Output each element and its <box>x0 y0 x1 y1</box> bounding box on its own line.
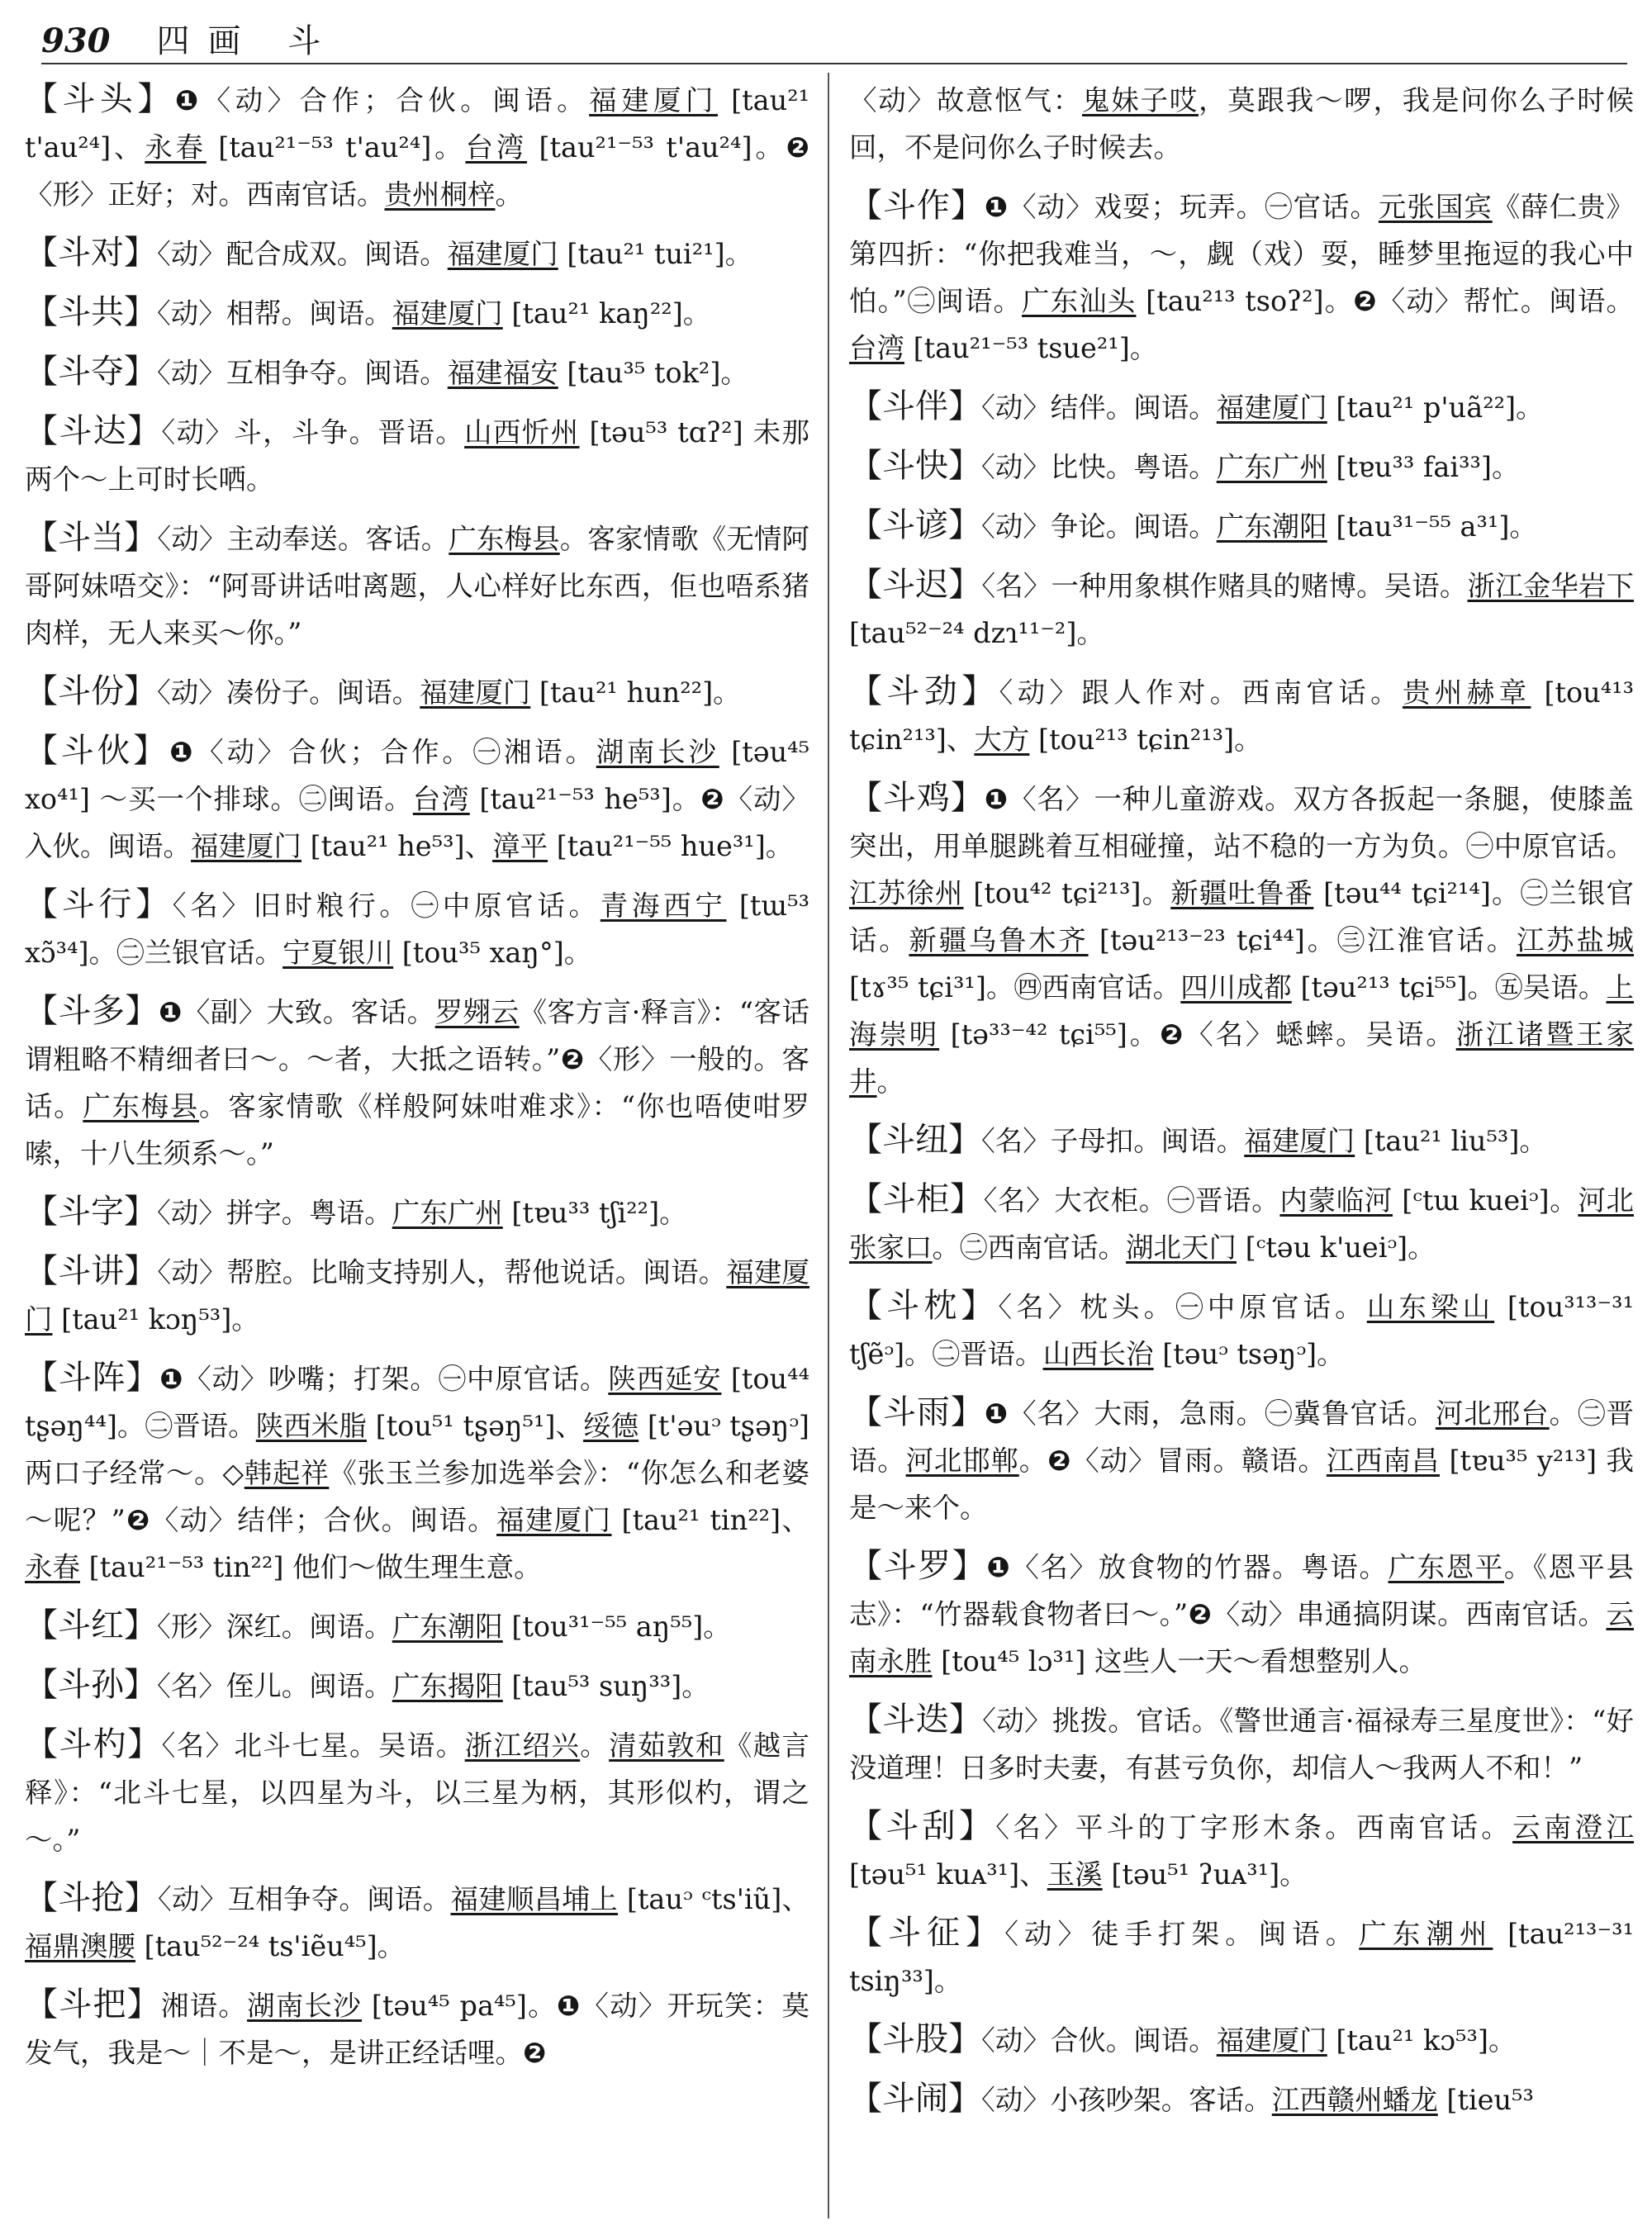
entry-text: [tou³¹³⁻³¹ tʃẽᵓ]。㊁晋语。 <box>849 1291 1635 1370</box>
entry-text: 〈动〉戏耍；玩弄。㊀官话。 <box>1009 191 1379 223</box>
sense-number: ❶ <box>169 736 197 768</box>
dictionary-entry <box>849 775 1634 1105</box>
entry-text: 〈形〉正好；对。西南官话。 <box>25 178 385 211</box>
entry-text: 〈动〉争论。闽语。 <box>981 510 1217 543</box>
entry-headword: 【斗迟】 <box>849 566 982 604</box>
dictionary-entry <box>25 515 809 657</box>
sense-number: ❷ <box>1353 285 1378 317</box>
dictionary-entry <box>25 1875 809 1970</box>
entry-text: 〈动〉入伙。闽语。 <box>25 783 810 862</box>
entry-text: 〈动〉比快。粤语。 <box>981 451 1217 483</box>
place-name: 罗翙云 <box>434 996 520 1028</box>
dictionary-entry <box>849 1176 1634 1271</box>
entry-headword: 【斗行】 <box>25 885 173 923</box>
place-name: 福鼎澳腰 <box>25 1930 135 1962</box>
entry-text: [təu⁵¹ ʔuᴀ³¹]。 <box>1102 1858 1308 1891</box>
place-name: 青海西宁 <box>600 890 727 922</box>
entry-text: [tau²¹⁻⁵³ tsue²¹]。 <box>904 332 1158 364</box>
entry-text: 〈动〉挑拨。官话。《警世通言·福禄寿三星度世》：“好没道理！日多时夫妻，有甚亏负你，却信人～我两人不和！” <box>849 1705 1634 1784</box>
entry-headword: 【斗杓】 <box>25 1725 162 1763</box>
entry-headword: 【斗快】 <box>849 447 981 485</box>
entry-text: 。 <box>876 1065 904 1098</box>
entry-text: 〈动〉跟人作对。西南官话。 <box>999 676 1403 709</box>
entry-headword: 【斗份】 <box>25 672 157 710</box>
place-name: 广东潮阳 <box>1216 510 1327 543</box>
entry-headword: 【斗当】 <box>25 519 158 557</box>
place-name: 漳平 <box>492 830 548 862</box>
entry-headword: 【斗柜】 <box>849 1180 984 1218</box>
entry-text: 《张玉兰参加选举会》：“你怎么和老婆～呢？” <box>25 1457 809 1536</box>
entry-text: [tau²¹ kaŋ²²]。 <box>502 297 711 330</box>
entry-text: 〈名〉一种用象棋作赌具的赌博。吴语。 <box>981 570 1468 602</box>
place-name: 新疆吐鲁番 <box>1170 877 1314 909</box>
entry-text: [tau²¹ p'uã²²]。 <box>1327 391 1544 424</box>
entry-headword: 【斗罗】 <box>849 1547 987 1585</box>
place-name: 浙江绍兴 <box>464 1729 581 1762</box>
place-name: 山西长治 <box>1042 1338 1154 1370</box>
sense-number: ❷ <box>1160 1018 1186 1051</box>
entry-headword: 【斗孙】 <box>25 1666 157 1704</box>
dictionary-entry <box>849 76 1634 171</box>
dictionary-entry <box>849 443 1634 491</box>
place-name: 福建厦门 <box>447 238 558 270</box>
entry-headword: 【斗闹】 <box>849 2080 981 2118</box>
entry-text: 〈动〉凑份子。闽语。 <box>157 676 420 709</box>
place-name: 福建厦门 <box>1216 391 1327 424</box>
place-name: 福建厦门 <box>191 830 301 862</box>
entry-text: [tau²¹ he⁵³]、 <box>301 830 493 862</box>
place-name: 广东潮州 <box>1359 1918 1493 1950</box>
entry-text: [tou⁴⁴ tʂəŋ⁴⁴]。㊁晋语。 <box>25 1363 809 1442</box>
entry-headword: 【斗共】 <box>25 293 157 331</box>
place-name: 台湾 <box>465 131 528 164</box>
place-name: 台湾 <box>849 332 904 364</box>
dictionary-entry <box>25 289 809 337</box>
entry-text: 〈动〉吵嘴；打架。㊀中原官话。 <box>183 1363 609 1395</box>
entry-text: 〈动〉互相争夺。闽语。 <box>158 1883 451 1915</box>
dictionary-entry <box>25 1355 809 1591</box>
place-name: 永春 <box>145 131 206 164</box>
entry-text: 〈名〉放食物的竹器。粤语。 <box>1011 1551 1389 1583</box>
place-name: 陕西延安 <box>608 1363 722 1395</box>
sense-number: ❶ <box>984 783 1009 815</box>
entry-text: 。 <box>580 1729 610 1762</box>
entry-headword: 【斗劲】 <box>849 672 999 710</box>
entry-text: 〈动〉斗，斗争。晋语。 <box>161 416 465 448</box>
sense-number: ❷ <box>1188 1598 1213 1630</box>
sense-number: ❶ <box>984 191 1009 223</box>
entry-text: [tau⁵²⁻²⁴ dzɿ¹¹⁻²]。 <box>849 617 1104 649</box>
sense-number: ❷ <box>125 1504 151 1536</box>
entry-text: 。《恩平县志》：“竹器载食物者曰～。” <box>849 1551 1635 1630</box>
entry-text: 湘语。 <box>160 1990 248 2022</box>
sense-number: ❶ <box>158 996 183 1028</box>
entry-text: 〈形〉一般的。客话。 <box>25 1043 809 1122</box>
entry-text: 〈动〉小孩吵架。客话。 <box>981 2084 1272 2116</box>
entry-text: 《客方言·释言》：“客话谓粗略不精细者曰～。～者，大抵之语转。” <box>25 996 810 1075</box>
place-name: 贵州赫章 <box>1402 676 1531 709</box>
entry-text: [tou³¹⁻⁵⁵ aŋ⁵⁵]。 <box>502 1611 731 1643</box>
entry-headword: 【斗雨】 <box>849 1393 985 1431</box>
entry-text: [tau²¹⁻⁵³ t'au²⁴]。 <box>206 131 466 164</box>
entry-text: 。㊁西南官话。 <box>932 1231 1126 1264</box>
dictionary-entry <box>849 668 1634 763</box>
entry-headword: 【斗股】 <box>849 2020 981 2058</box>
entry-text: [ᶜtɯ kueiᵓ]。 <box>1393 1184 1578 1217</box>
place-name: 江西南昌 <box>1326 1445 1440 1477</box>
header-rule <box>41 63 1627 64</box>
entry-text: 。 <box>1018 1445 1048 1477</box>
entry-text: [təu⁴⁵ pa⁴⁵]。 <box>362 1990 557 2022</box>
dictionary-entry <box>25 1981 809 2076</box>
place-name: 上海崇明 <box>849 971 1634 1051</box>
sense-number: ❷ <box>560 1043 585 1075</box>
entry-headword: 【斗达】 <box>25 412 162 450</box>
place-name: 元张国宾 <box>1378 191 1493 223</box>
entry-text: 〈名〉枕头。㊀中原官话。 <box>998 1291 1367 1323</box>
place-name: 宁夏银川 <box>282 937 394 969</box>
entry-text: 〈动〉结伴；合伙。闽语。 <box>150 1504 497 1536</box>
place-name: 永春 <box>25 1551 80 1583</box>
place-name: 广东梅县 <box>449 523 560 555</box>
entry-text: 〈名〉北斗七星。吴语。 <box>161 1729 465 1762</box>
entry-headword: 【斗征】 <box>849 1914 1005 1952</box>
entry-text: [təuᵓ tsəŋᵓ]。 <box>1153 1338 1345 1370</box>
entry-text: [tau²¹ t'au²⁴]、 <box>25 84 810 164</box>
entry-text: 〈动〉主动奉送。客话。 <box>157 523 449 555</box>
entry-text: 〈动〉徒手打架。闽语。 <box>1004 1918 1360 1950</box>
dictionary-entry <box>25 1248 809 1343</box>
entry-text: [tɐu³⁵ y²¹³] 我是～来个。 <box>849 1445 1635 1524</box>
dictionary-entry <box>849 1910 1634 2005</box>
sense-number: ❶ <box>556 1990 582 2022</box>
entry-text: [tau²¹³ tsoʔ²]。 <box>1136 285 1354 317</box>
dictionary-entry <box>25 1189 809 1236</box>
entry-text: [tə³³⁻⁴² tɕi⁵⁵]。 <box>939 1018 1161 1051</box>
entry-text: [tau²¹³⁻³¹ tsiŋ³³]。 <box>849 1918 1635 1997</box>
entry-headword: 【斗伴】 <box>849 387 981 425</box>
place-name: 广东揭阳 <box>392 1670 503 1702</box>
place-name: 陕西米脂 <box>255 1410 367 1442</box>
sense-number: ❶ <box>986 1551 1012 1583</box>
dictionary-entry <box>25 1602 809 1650</box>
dictionary-entry <box>849 1543 1634 1685</box>
entry-text: [təu⁴⁵ xo⁴¹] ～买一个排球。㊁闽语。 <box>25 736 810 815</box>
dictionary-entry <box>849 2076 1634 2123</box>
place-name: 福建厦门 <box>1244 1125 1355 1157</box>
place-name: 大方 <box>974 724 1030 756</box>
entry-text: 〈动〉合伙；合作。㊀湘语。 <box>196 736 596 768</box>
entry-text: [tau⁵³ suŋ³³]。 <box>502 1670 710 1702</box>
entry-text: [ᶜtəu k'ueiᵓ]。 <box>1237 1231 1436 1264</box>
entry-text: [tou²¹³ tɕin²¹³]。 <box>1029 724 1262 756</box>
place-name: 云南永胜 <box>849 1598 1634 1677</box>
entry-text: [tau²¹⁻⁵³ tin²²] 他们～做生理生意。 <box>80 1551 542 1583</box>
entry-text: 〈动〉配合成双。闽语。 <box>157 238 448 270</box>
entry-text: 〈动〉拼字。粤语。 <box>157 1197 392 1229</box>
place-name: 广东恩平 <box>1388 1551 1504 1583</box>
entry-text: 〈动〉合伙。闽语。 <box>981 2024 1217 2057</box>
entry-text: 〈动〉帮忙。闽语。 <box>1377 285 1634 317</box>
entry-headword: 【斗谚】 <box>849 506 981 544</box>
dictionary-entry <box>25 76 809 218</box>
place-name: 福建厦门 <box>1216 2024 1327 2057</box>
dictionary-entry <box>25 230 809 278</box>
entry-text: 《越言释》：“北斗七星，以四星为斗，以三星为柄，其形似杓，谓之～。” <box>25 1729 810 1856</box>
page-number: 930 <box>41 21 111 60</box>
entry-text: [tau³⁵ tok²]。 <box>558 357 748 389</box>
entry-text: [tou⁴¹³ tɕin²¹³]、 <box>849 676 1635 756</box>
entry-headword: 【斗鸡】 <box>849 779 985 817</box>
entry-text: 。 <box>495 178 523 211</box>
entry-text: 〈名〉大衣柜。㊀晋语。 <box>983 1184 1280 1217</box>
right-column <box>849 76 1634 2135</box>
entry-headword: 【斗纽】 <box>849 1121 981 1159</box>
entry-text: 。客家情歌《无情阿哥阿妹唔交》：“阿哥讲话咁离题，人心样好比东西，佢也唔系猪肉样，无人来买～你。” <box>25 523 810 649</box>
page-header <box>41 15 339 64</box>
place-name: 韩起祥 <box>244 1457 330 1489</box>
entry-headword: 【斗字】 <box>25 1193 157 1231</box>
dictionary-entry <box>849 1117 1634 1165</box>
sense-number: ❶ <box>984 1397 1009 1430</box>
entry-text: ，莫跟我～啰，我是问你么子时候回，不是问你么子时候去。 <box>849 84 1634 164</box>
entry-text: [tou⁴² tɕi²¹³]。 <box>963 877 1171 909</box>
dictionary-entry <box>849 502 1634 550</box>
entry-text: 〈动〉帮腔。比喻支持别人，帮他说话。闽语。 <box>157 1256 727 1288</box>
entry-headword: 【斗讲】 <box>25 1252 158 1290</box>
sense-number: ❷ <box>523 2037 547 2069</box>
column-divider <box>828 73 829 2218</box>
entry-text: [tieu⁵³ <box>1437 2084 1534 2116</box>
place-name: 江苏徐州 <box>849 877 964 909</box>
entry-text: [tauᵓ ᶜts'iũ]、 <box>617 1883 810 1915</box>
entry-text: 〈名〉一种儿童游戏。双方各扳起一条腿，使膝盖突出，用单腿跳着互相碰撞，站不稳的一方为负。㊀中原官话。 <box>849 783 1634 862</box>
entry-headword: 【斗抢】 <box>25 1879 158 1917</box>
entry-text: [tau³¹⁻⁵⁵ a³¹]。 <box>1327 510 1537 543</box>
sense-number: ❷ <box>786 131 810 164</box>
dictionary-entry <box>25 728 809 870</box>
entry-text: [təu⁵¹ kuᴀ³¹]、 <box>849 1858 1047 1891</box>
place-name: 福建厦门 <box>392 297 503 330</box>
entry-text: [tau²¹ hun²²]。 <box>530 676 741 709</box>
entry-headword: 【斗作】 <box>849 187 985 225</box>
dictionary-entry <box>849 383 1634 431</box>
entry-text: 〈名〉蟋蟀。吴语。 <box>1185 1018 1456 1051</box>
entry-text: 〈名〉大雨，急雨。㊀冀鲁官话。 <box>1009 1397 1436 1430</box>
place-name: 台湾 <box>412 783 470 815</box>
dictionary-entry <box>25 988 809 1177</box>
place-name: 河北邯郸 <box>905 1445 1019 1477</box>
entry-text: 〈副〉大致。客话。 <box>182 996 435 1028</box>
entry-text: [tau⁵²⁻²⁴ ts'iẽu⁴⁵]。 <box>135 1930 406 1962</box>
entry-headword: 【斗把】 <box>25 1986 161 2024</box>
entry-text: [təu⁴⁴ tɕi²¹⁴]。㊁兰银官话。 <box>849 877 1635 956</box>
dictionary-entry <box>25 1662 809 1710</box>
entry-text: [təu²¹³⁻²³ tɕi⁴⁴]。㊂江淮官话。 <box>1088 924 1517 956</box>
entry-text: 〈名〉子母扣。闽语。 <box>981 1125 1245 1157</box>
entry-text: [tau²¹ kɔ⁵³]。 <box>1327 2024 1517 2057</box>
place-name: 福建厦门 <box>496 1504 612 1536</box>
place-name: 福建顺昌埔上 <box>450 1883 618 1915</box>
place-name: 云南澄江 <box>1512 1811 1635 1843</box>
entry-text: [tau²¹ liu⁵³]。 <box>1355 1125 1547 1157</box>
entry-text: [tɐu³³ fai³³]。 <box>1327 451 1520 483</box>
dictionary-entry <box>849 1696 1634 1791</box>
entry-text: [tau²¹ kɔŋ⁵³]。 <box>52 1303 259 1336</box>
entry-text: 〈动〉故意怄气： <box>849 84 1082 116</box>
dictionary-entry <box>25 881 809 976</box>
section-title: 四画 斗 <box>156 22 339 60</box>
place-name: 湖南长沙 <box>247 1990 362 2022</box>
place-name: 四川成都 <box>1180 971 1292 1004</box>
entry-headword: 【斗枕】 <box>849 1287 999 1325</box>
entry-text: 〈动〉合作；合伙。闽语。 <box>202 84 590 116</box>
entry-text: [tou³⁵ xaŋ°]。 <box>393 937 592 969</box>
sense-number: ❶ <box>174 84 203 116</box>
entry-text: [t'əuᵓ tʂəŋᵓ] 两口子经常～。◇ <box>25 1410 810 1489</box>
dictionary-entry <box>849 1283 1634 1378</box>
left-column <box>25 76 809 2088</box>
sense-number: ❶ <box>159 1363 184 1395</box>
place-name: 湖南长沙 <box>596 736 719 768</box>
place-name: 山东梁山 <box>1366 1291 1495 1323</box>
dictionary-entry <box>849 562 1634 657</box>
place-name: 广东广州 <box>392 1197 503 1229</box>
entry-text: [tau²¹⁻⁵³ t'au²⁴]。 <box>527 131 786 164</box>
sense-number: ❷ <box>1047 1445 1072 1477</box>
place-name: 浙江金华岩下 <box>1467 570 1635 602</box>
entry-text: 〈动〉相帮。闽语。 <box>157 297 392 330</box>
entry-text: [tau²¹ tui²¹]。 <box>558 238 753 270</box>
entry-text: 〈动〉结伴。闽语。 <box>981 391 1217 424</box>
entry-text: [tɐu³³ tʃi²²]。 <box>502 1197 687 1229</box>
place-name: 鬼妹子哎 <box>1082 84 1199 116</box>
place-name: 福建厦门 <box>589 84 718 116</box>
entry-text: 〈名〉平斗的丁字形木条。西南官话。 <box>995 1811 1513 1843</box>
entry-headword: 【斗刮】 <box>849 1807 996 1845</box>
place-name: 江西赣州蟠龙 <box>1271 2084 1438 2116</box>
dictionary-entry <box>25 1721 809 1863</box>
place-name: 清茹敦和 <box>609 1729 724 1762</box>
place-name: 广东潮阳 <box>392 1611 503 1643</box>
entry-text: 〈动〉串通搞阴谋。西南官话。 <box>1212 1598 1607 1630</box>
dictionary-entry <box>849 1803 1634 1898</box>
entry-headword: 【斗伙】 <box>25 732 170 770</box>
entry-text: [tau²¹⁻⁵⁵ hue³¹]。 <box>548 830 794 862</box>
place-name: 新疆乌鲁木齐 <box>909 924 1089 956</box>
dictionary-entry <box>849 1389 1634 1531</box>
place-name: 广东汕头 <box>1022 285 1137 317</box>
entry-text: [tou⁵¹ tʂəŋ⁵¹]、 <box>366 1410 584 1442</box>
dictionary-entry <box>25 668 809 716</box>
place-name: 湖北天门 <box>1126 1231 1237 1264</box>
place-name: 玉溪 <box>1047 1858 1103 1891</box>
dictionary-entry <box>25 349 809 396</box>
place-name: 贵州桐梓 <box>384 178 496 211</box>
entry-text: 〈名〉侄儿。闽语。 <box>157 1670 392 1702</box>
place-name: 福建厦门 <box>25 1256 810 1336</box>
place-name: 浙江诸暨王家井 <box>849 1018 1635 1098</box>
entry-text: [tau²¹⁻⁵³ he⁵³]。 <box>469 783 701 815</box>
entry-text: 〈动〉冒雨。赣语。 <box>1071 1445 1327 1477</box>
entry-text: 〈动〉互相争夺。闽语。 <box>157 357 448 389</box>
entry-headword: 【斗红】 <box>25 1606 157 1644</box>
entry-text: 〈形〉深红。闽语。 <box>157 1611 392 1643</box>
entry-text: 〈名〉旧时粮行。㊀中原官话。 <box>172 890 601 922</box>
entry-text: [təu⁵³ tɑʔ²] 未那两个～上可时长哂。 <box>25 416 810 496</box>
entry-headword: 【斗对】 <box>25 234 157 272</box>
entry-text: 。客家情歌《样般阿妹咁难求》：“你也唔使咁罗嗦，十八生须系～。” <box>25 1090 809 1170</box>
sense-number: ❷ <box>700 783 725 815</box>
entry-text: [təu²¹³ tɕi⁵⁵]。㊄吴语。 <box>1291 971 1607 1004</box>
entry-text: 《薛仁贵》第四折：“你把我难当，～，觑（戏）耍，睡梦里拖逗的我心中怕。”㊁闽语。 <box>849 191 1635 317</box>
entry-headword: 【斗迭】 <box>849 1701 983 1739</box>
dictionary-entry <box>849 2016 1634 2064</box>
entry-text: [tɯ⁵³ xɔ̃³⁴]。㊁兰银官话。 <box>25 890 810 969</box>
place-name: 福建厦门 <box>420 676 531 709</box>
entry-headword: 【斗阵】 <box>25 1359 160 1397</box>
entry-text: [tɤ³⁵ tɕi³¹]。㊃西南官话。 <box>849 971 1181 1004</box>
entry-text: [tou⁴⁵ lɔ³¹] 这些人一天～看想整别人。 <box>932 1645 1427 1677</box>
entry-headword: 【斗头】 <box>25 80 175 118</box>
entry-headword: 【斗多】 <box>25 992 159 1030</box>
place-name: 山西忻州 <box>464 416 580 448</box>
place-name: 河北张家口 <box>849 1184 1635 1264</box>
place-name: 绥德 <box>583 1410 639 1442</box>
place-name: 广东梅县 <box>83 1090 200 1122</box>
entry-headword: 【斗夺】 <box>25 353 157 391</box>
place-name: 江苏盐城 <box>1516 924 1635 956</box>
entry-text: 〈动〉开玩笑：莫发气，我是～｜不是～，是讲正经话哩。 <box>25 1990 810 2069</box>
entry-text: [tau²¹ tin²²]、 <box>611 1504 809 1536</box>
dictionary-entry <box>849 183 1634 372</box>
entry-text: 。㊁晋语。 <box>849 1397 1635 1477</box>
dictionary-entry <box>25 408 809 503</box>
place-name: 福建福安 <box>447 357 558 389</box>
place-name: 广东广州 <box>1216 451 1327 483</box>
place-name: 河北邢台 <box>1435 1397 1550 1430</box>
place-name: 内蒙临河 <box>1279 1184 1393 1217</box>
